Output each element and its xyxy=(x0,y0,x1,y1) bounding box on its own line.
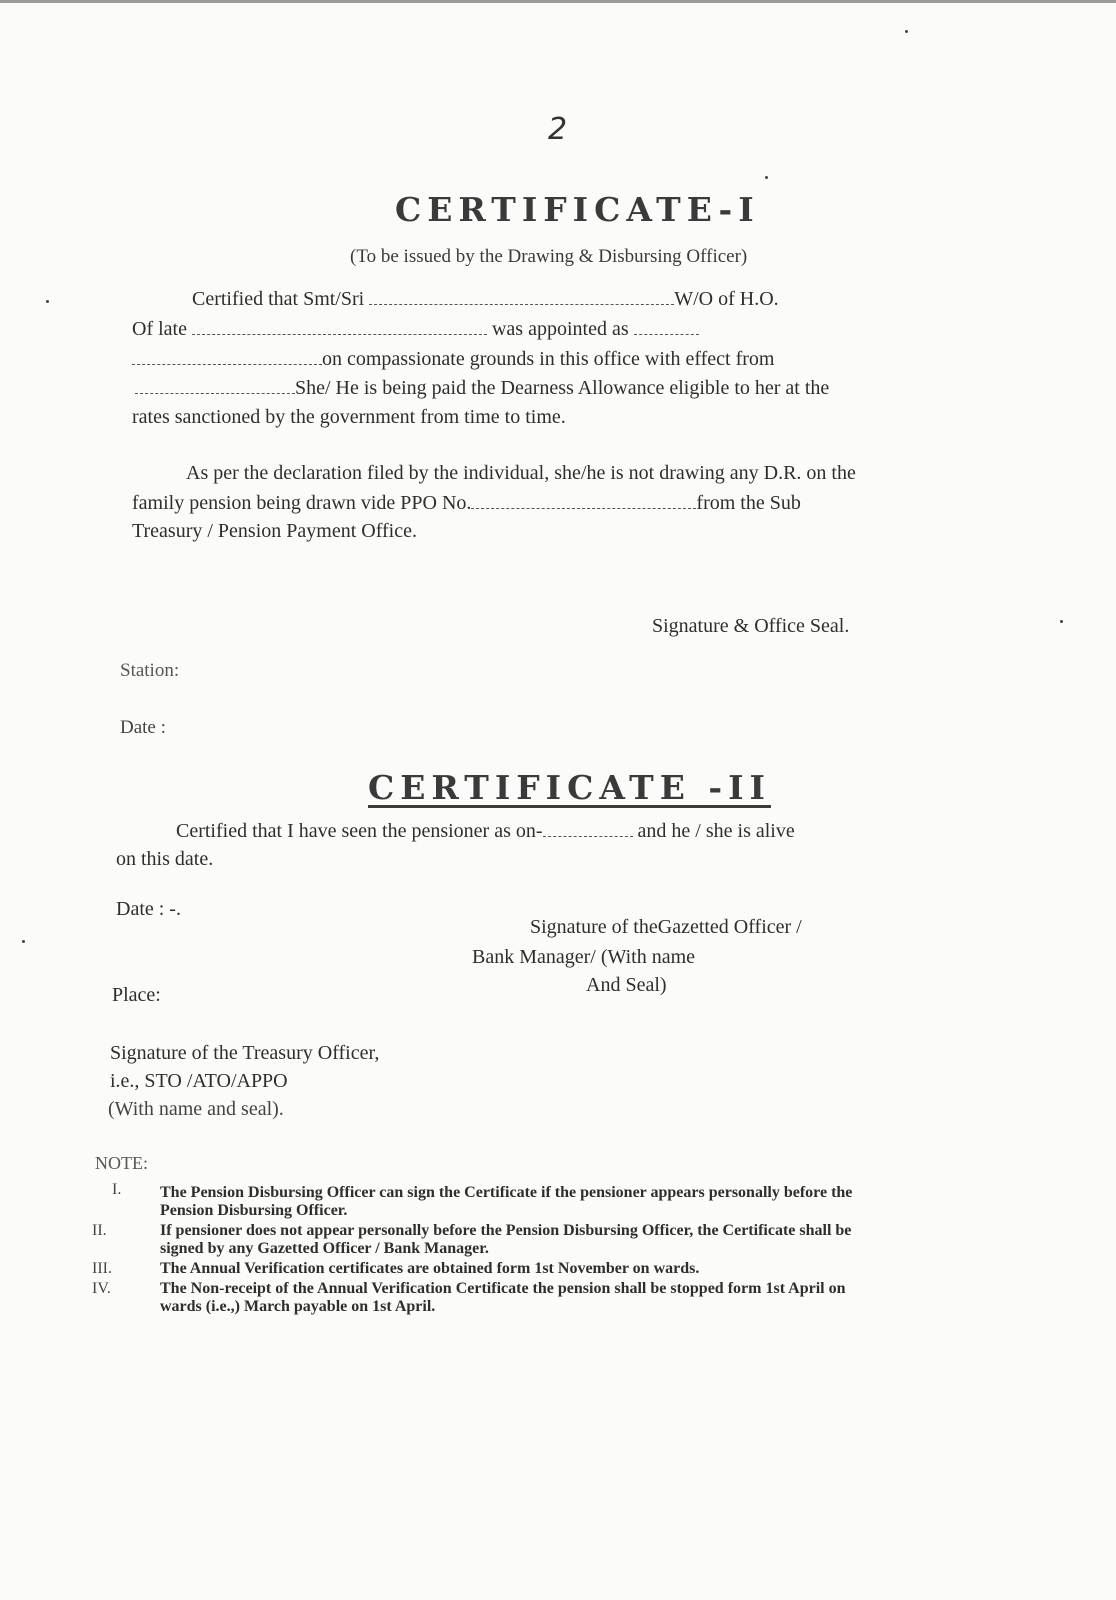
note-item-3-number: III. xyxy=(92,1260,112,1277)
treasury-signature-line-2: i.e., STO /ATO/APPO xyxy=(110,1070,288,1092)
cert1-para2-line-1: As per the declaration filed by the individual, she/he is not drawing any D.R. on the xyxy=(186,462,856,484)
note-item-3-line-1: The Annual Verification certificates are obtained form 1st November on wards. xyxy=(160,1260,700,1277)
cert1-line-4: She/ He is being paid the Dearness Allowance eligible to her at the xyxy=(135,377,829,400)
note-item-2-number: II. xyxy=(92,1222,107,1239)
place-label: Place: xyxy=(112,984,161,1006)
note-item-4-line-2: wards (i.e.,) March payable on 1st April. xyxy=(160,1298,436,1315)
note-item-1-line-1: The Pension Disbursing Officer can sign the Certificate if the pensioner appears personally before the xyxy=(160,1184,853,1201)
note-item-4-number: IV. xyxy=(92,1280,111,1297)
cert1-line-2: Of late was appointed as xyxy=(132,318,699,341)
certificate-2-title: CERTIFICATE -II xyxy=(368,768,771,807)
gazetted-signature-line-3: And Seal) xyxy=(586,974,667,996)
certificate-1-subtitle: (To be issued by the Drawing & Disbursing Officer) xyxy=(350,246,748,267)
cert1-para2-line-2: family pension being drawn vide PPO No. from the Sub xyxy=(132,492,801,514)
scan-edge xyxy=(0,0,1116,3)
effect-date-blank xyxy=(135,381,295,394)
scan-speck xyxy=(765,176,768,179)
scan-speck xyxy=(905,30,908,33)
ppo-number-blank xyxy=(471,496,696,509)
treasury-signature-line-3: (With name and seal). xyxy=(108,1098,284,1120)
late-name-blank xyxy=(192,322,487,335)
gazetted-signature-line-2: Bank Manager/ (With name xyxy=(472,946,696,968)
page-number: 2 xyxy=(548,112,568,147)
note-item-1-number: I. xyxy=(112,1181,122,1198)
note-item-2-line-1: If pensioner does not appear personally before the Pension Disbursing Officer, the Certificate shall be xyxy=(160,1222,852,1239)
certificate-1-title: CERTIFICATE-I xyxy=(395,190,760,229)
cert2-line-1: Certified that I have seen the pensioner as on- and he / she is alive xyxy=(176,820,795,842)
station-label: Station: xyxy=(120,660,180,681)
note-item-4-line-1: The Non-receipt of the Annual Verification Certificate the pension shall be stopped form 1st April on xyxy=(160,1280,846,1297)
note-item-1-line-2: Pension Disbursing Officer. xyxy=(160,1202,348,1219)
signature-office-seal: Signature & Office Seal. xyxy=(652,615,850,637)
post-blank xyxy=(634,322,699,335)
cert1-line-5: rates sanctioned by the government from time to time. xyxy=(132,406,566,428)
note-heading: NOTE: xyxy=(95,1153,148,1173)
cert1-para2-line-3: Treasury / Pension Payment Office. xyxy=(132,520,417,542)
cert2-line-2: on this date. xyxy=(116,848,214,870)
post-blank-cont xyxy=(132,352,322,365)
name-blank xyxy=(369,292,674,305)
note-item-2-line-2: signed by any Gazetted Officer / Bank Manager. xyxy=(160,1240,489,1257)
date-label: Date : xyxy=(120,717,166,738)
cert1-line-1: Certified that Smt/Sri W/O of H.O. xyxy=(192,288,779,310)
seen-date-blank xyxy=(543,824,633,837)
scan-speck xyxy=(22,940,25,943)
treasury-signature-line-1: Signature of the Treasury Officer, xyxy=(110,1042,380,1064)
gazetted-signature-line-1: Signature of theGazetted Officer / xyxy=(530,916,802,938)
cert1-line-3: on compassionate grounds in this office with effect from xyxy=(132,348,775,371)
scan-speck xyxy=(1060,620,1063,623)
scan-speck xyxy=(46,300,49,303)
cert2-date-label: Date : -. xyxy=(116,898,181,920)
